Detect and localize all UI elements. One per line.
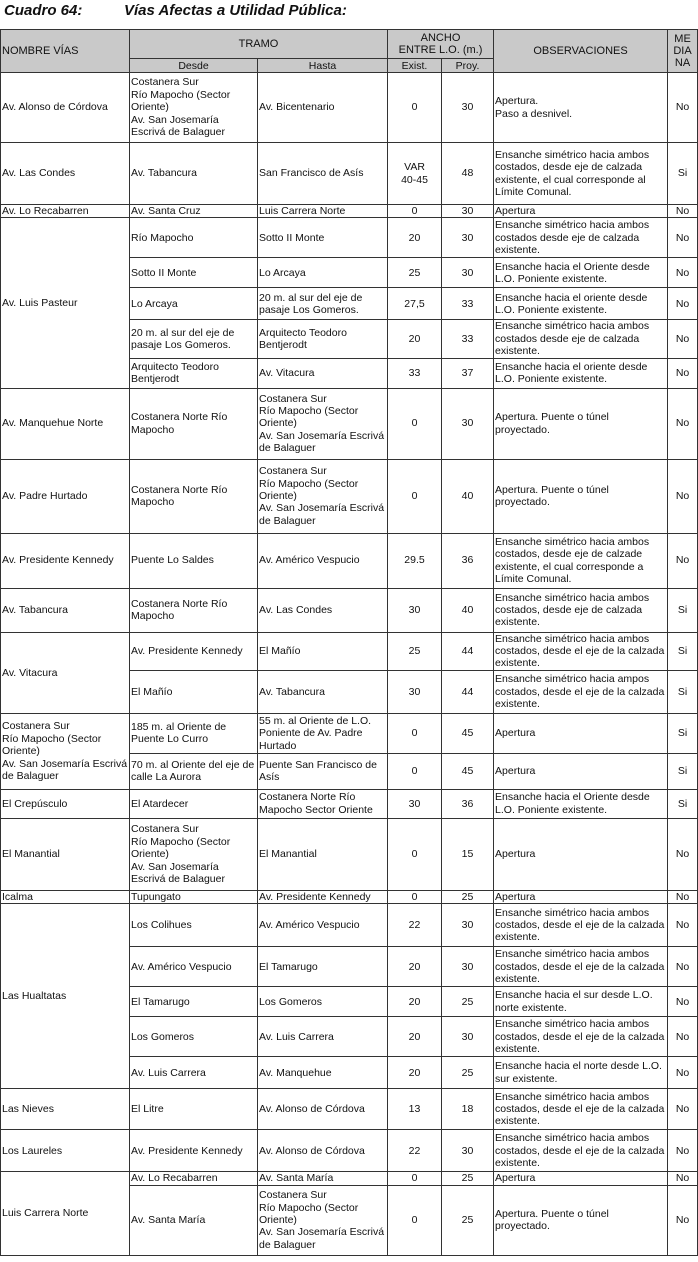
cell-hasta: Av. Vitacura (258, 358, 388, 388)
cell-desde: Av. Américo Vespucio (130, 947, 258, 987)
cell-desde: El Atardecer (130, 789, 258, 818)
cell-mediana: No (668, 890, 698, 903)
cell-nombre-via: Av. Luis Pasteur (1, 218, 130, 388)
cell-mediana: Si (668, 143, 698, 205)
cell-nombre-via: Icalma (1, 890, 130, 903)
cell-proy: 30 (442, 388, 494, 459)
cell-desde: Av. Luis Carrera (130, 1057, 258, 1089)
cell-exist: 30 (388, 588, 442, 632)
cell-mediana: No (668, 218, 698, 258)
cell-hasta: Av. Presidente Kennedy (258, 890, 388, 903)
cell-exist: 20 (388, 320, 442, 358)
cell-mediana: No (668, 904, 698, 947)
cell-observaciones: Apertura (494, 1172, 668, 1185)
cell-desde: Puente Lo Saldes (130, 533, 258, 588)
cell-exist: 20 (388, 218, 442, 258)
cell-nombre-via: Av. Presidente Kennedy (1, 533, 130, 588)
cell-hasta: Puente San Francisco de Asís (258, 753, 388, 789)
cell-exist: 33 (388, 358, 442, 388)
cell-nombre-via: Los Laureles (1, 1130, 130, 1172)
cell-exist: 0 (388, 388, 442, 459)
cell-desde: Av. Santa María (130, 1185, 258, 1255)
header-exist: Exist. (388, 59, 442, 73)
table-row (1, 818, 698, 890)
cell-proy: 30 (442, 1017, 494, 1057)
cell-mediana: No (668, 1089, 698, 1130)
cell-desde: Costanera Sur Río Mapocho (Sector Oriente) Av. San Josemaría Escrivá de Balaguer (130, 73, 258, 143)
cell-nombre-via: Av. Padre Hurtado (1, 459, 130, 533)
cell-hasta: Av. Las Condes (258, 588, 388, 632)
cell-observaciones: Ensanche simétrico hacia ampos costados, desde el eje de la calzada existente. (494, 670, 668, 713)
page-title (4, 2, 347, 19)
cell-observaciones: Ensanche hacia el Oriente desde L.O. Poniente existente. (494, 258, 668, 288)
cell-exist: 0 (388, 1185, 442, 1255)
cell-mediana: No (668, 1130, 698, 1172)
cell-exist: VAR 40-45 (388, 143, 442, 205)
cell-hasta: San Francisco de Asís (258, 143, 388, 205)
cell-proy: 45 (442, 713, 494, 753)
table-row (1, 143, 698, 205)
cell-hasta: Av. Manquehue (258, 1057, 388, 1089)
cell-proy: 44 (442, 632, 494, 670)
cell-observaciones: Ensanche simétrico hacia ambos costados desde eje de calzada existente. (494, 320, 668, 358)
cell-hasta: Av. Luis Carrera (258, 1017, 388, 1057)
cell-proy: 30 (442, 73, 494, 143)
cell-desde: El Mañío (130, 670, 258, 713)
cell-desde: Costanera Norte Río Mapocho (130, 459, 258, 533)
cell-observaciones: Apertura. Puente o túnel proyectado. (494, 459, 668, 533)
cell-hasta: Costanera Norte Río Mapocho Sector Oriente (258, 789, 388, 818)
cell-hasta: 20 m. al sur del eje de pasaje Los Gomeros. (258, 288, 388, 320)
cell-desde: Arquitecto Teodoro Bentjerodt (130, 358, 258, 388)
cell-desde: Sotto II Monte (130, 258, 258, 288)
cell-proy: 25 (442, 1057, 494, 1089)
cell-mediana: No (668, 1185, 698, 1255)
cell-observaciones: Ensanche simétrico hacia ambos costados, desde el eje de la calzada existente. (494, 632, 668, 670)
cell-proy: 30 (442, 205, 494, 218)
cell-nombre-via: Av. Lo Recabarren (1, 205, 130, 218)
cell-observaciones: Ensanche simétrico hacia ambos costados, desde eje de calzada existente. (494, 588, 668, 632)
cell-observaciones: Ensanche hacia el Oriente desde L.O. Poniente existente. (494, 789, 668, 818)
cell-proy: 25 (442, 890, 494, 903)
cell-observaciones: Ensanche hacia el sur desde L.O. norte existente. (494, 987, 668, 1017)
cell-proy: 30 (442, 218, 494, 258)
cell-exist: 22 (388, 1130, 442, 1172)
cell-hasta: Los Gomeros (258, 987, 388, 1017)
cell-desde: Costanera Norte Río Mapocho (130, 588, 258, 632)
cell-nombre-via: Av. Las Condes (1, 143, 130, 205)
cell-observaciones: Apertura (494, 753, 668, 789)
cell-hasta: Av. Alonso de Córdova (258, 1130, 388, 1172)
cell-mediana: Si (668, 670, 698, 713)
cell-mediana: No (668, 1172, 698, 1185)
cell-nombre-via: El Crepúsculo (1, 789, 130, 818)
cell-mediana: No (668, 533, 698, 588)
header-ancho: ANCHO ENTRE L.O. (m.) (388, 30, 494, 59)
cell-proy: 33 (442, 288, 494, 320)
cell-exist: 25 (388, 632, 442, 670)
vias-table (0, 29, 698, 1256)
cell-proy: 30 (442, 258, 494, 288)
cell-hasta: Arquitecto Teodoro Bentjerodt (258, 320, 388, 358)
cell-hasta: Av. Alonso de Córdova (258, 1089, 388, 1130)
cell-exist: 0 (388, 818, 442, 890)
cell-desde: Av. Presidente Kennedy (130, 1130, 258, 1172)
cell-exist: 13 (388, 1089, 442, 1130)
cell-observaciones: Ensanche hacia el norte desde L.O. sur existente. (494, 1057, 668, 1089)
cell-desde: Lo Arcaya (130, 288, 258, 320)
table-row (1, 459, 698, 533)
cell-nombre-via: Las Nieves (1, 1089, 130, 1130)
cell-proy: 18 (442, 1089, 494, 1130)
cell-observaciones: Apertura. Puente o túnel proyectado. (494, 1185, 668, 1255)
cell-desde: Costanera Sur Río Mapocho (Sector Oriente) Av. San Josemaría Escrivá de Balaguer (130, 818, 258, 890)
table-row (1, 1172, 698, 1185)
cell-mediana: Si (668, 789, 698, 818)
cell-hasta: El Manantial (258, 818, 388, 890)
cell-proy: 25 (442, 1172, 494, 1185)
cell-exist: 22 (388, 904, 442, 947)
cell-exist: 27,5 (388, 288, 442, 320)
cell-proy: 40 (442, 588, 494, 632)
cell-mediana: No (668, 358, 698, 388)
cell-desde: Costanera Norte Río Mapocho (130, 388, 258, 459)
cell-observaciones: Ensanche simétrico hacia ambos costados, desde el eje de la calzada existente. (494, 904, 668, 947)
cell-nombre-via: Av. Tabancura (1, 588, 130, 632)
cell-observaciones: Ensanche simétrico hacia ambos costados, desde eje de calzade existente, el cual corresponde a Límite Comunal. (494, 533, 668, 588)
header-observaciones: OBSERVACIONES (494, 30, 668, 73)
cell-observaciones: Ensanche hacia el oriente desde L.O. Poniente existente. (494, 358, 668, 388)
cell-mediana: No (668, 987, 698, 1017)
table-body (1, 73, 698, 1256)
cell-observaciones: Ensanche simétrico hacia ambos costados, desde el eje de la calzada existente. (494, 1017, 668, 1057)
cell-proy: 30 (442, 947, 494, 987)
cell-exist: 0 (388, 1172, 442, 1185)
cell-proy: 36 (442, 533, 494, 588)
table-row (1, 632, 698, 670)
cell-hasta: Av. Américo Vespucio (258, 533, 388, 588)
title-number: Cuadro 64: (4, 2, 83, 19)
cell-proy: 44 (442, 670, 494, 713)
cell-nombre-via: Av. Manquehue Norte (1, 388, 130, 459)
cell-mediana: Si (668, 588, 698, 632)
cell-proy: 48 (442, 143, 494, 205)
cell-hasta: Luis Carrera Norte (258, 205, 388, 218)
cell-proy: 15 (442, 818, 494, 890)
table-row (1, 890, 698, 903)
cell-nombre-via: Las Hualtatas (1, 904, 130, 1089)
cell-desde: Av. Lo Recabarren (130, 1172, 258, 1185)
cell-desde: Av. Tabancura (130, 143, 258, 205)
cell-desde: 20 m. al sur del eje de pasaje Los Gomeros. (130, 320, 258, 358)
cell-mediana: No (668, 1017, 698, 1057)
cell-exist: 0 (388, 73, 442, 143)
cell-mediana: Si (668, 713, 698, 753)
cell-proy: 30 (442, 904, 494, 947)
cell-observaciones: Apertura (494, 818, 668, 890)
cell-exist: 0 (388, 205, 442, 218)
cell-mediana: No (668, 388, 698, 459)
cell-hasta: Costanera Sur Río Mapocho (Sector Oriente) Av. San Josemaría Escrivá de Balaguer (258, 459, 388, 533)
cell-exist: 0 (388, 459, 442, 533)
cell-proy: 37 (442, 358, 494, 388)
cell-mediana: No (668, 1057, 698, 1089)
header-tramo: TRAMO (130, 30, 388, 59)
cell-mediana: No (668, 288, 698, 320)
cell-mediana: No (668, 258, 698, 288)
cell-nombre-via: Av. Vitacura (1, 632, 130, 713)
cell-hasta: Costanera Sur Río Mapocho (Sector Oriente) Av. San Josemaría Escrivá de Balaguer (258, 1185, 388, 1255)
cell-exist: 0 (388, 753, 442, 789)
table-row (1, 205, 698, 218)
cell-hasta: Av. Bicentenario (258, 73, 388, 143)
cell-mediana: No (668, 205, 698, 218)
header-desde: Desde (130, 59, 258, 73)
cell-hasta: Sotto II Monte (258, 218, 388, 258)
cell-observaciones: Ensanche hacia el oriente desde L.O. Poniente existente. (494, 288, 668, 320)
cell-observaciones: Ensanche simétrico hacia ambos costados, desde el eje de la calzada existente. (494, 1089, 668, 1130)
cell-mediana: No (668, 320, 698, 358)
cell-exist: 25 (388, 258, 442, 288)
cell-observaciones: Apertura (494, 205, 668, 218)
cell-proy: 36 (442, 789, 494, 818)
table-row (1, 588, 698, 632)
cell-mediana: Si (668, 753, 698, 789)
cell-exist: 20 (388, 1057, 442, 1089)
cell-desde: Tupungato (130, 890, 258, 903)
cell-exist: 30 (388, 789, 442, 818)
cell-hasta: Av. Santa María (258, 1172, 388, 1185)
cell-observaciones: Ensanche simétrico hacia ambos costados desde eje de calzada existente. (494, 218, 668, 258)
cell-nombre-via: El Manantial (1, 818, 130, 890)
table-row (1, 1130, 698, 1172)
cell-hasta: El Mañío (258, 632, 388, 670)
cell-mediana: No (668, 818, 698, 890)
table-row (1, 789, 698, 818)
cell-exist: 29.5 (388, 533, 442, 588)
cell-nombre-via: Luis Carrera Norte (1, 1172, 130, 1255)
cell-hasta: El Tamarugo (258, 947, 388, 987)
cell-desde: El Litre (130, 1089, 258, 1130)
cell-proy: 45 (442, 753, 494, 789)
cell-exist: 20 (388, 1017, 442, 1057)
cell-proy: 40 (442, 459, 494, 533)
cell-desde: Los Colihues (130, 904, 258, 947)
table-row (1, 218, 698, 258)
cell-mediana: No (668, 947, 698, 987)
cell-proy: 33 (442, 320, 494, 358)
header-hasta: Hasta (258, 59, 388, 73)
cell-hasta: Costanera Sur Río Mapocho (Sector Oriente) Av. San Josemaría Escrivá de Balaguer (258, 388, 388, 459)
cell-exist: 20 (388, 947, 442, 987)
cell-nombre-via: Av. Alonso de Córdova (1, 73, 130, 143)
cell-observaciones: Apertura (494, 890, 668, 903)
header-proy: Proy. (442, 59, 494, 73)
cell-observaciones: Apertura. Puente o túnel proyectado. (494, 388, 668, 459)
cell-exist: 0 (388, 890, 442, 903)
header-nombre-vias: NOMBRE VÍAS (1, 30, 130, 73)
table-row (1, 1089, 698, 1130)
cell-proy: 25 (442, 987, 494, 1017)
cell-exist: 0 (388, 713, 442, 753)
table-row (1, 904, 698, 947)
cell-hasta: 55 m. al Oriente de L.O. Poniente de Av. Padre Hurtado (258, 713, 388, 753)
cell-desde: Río Mapocho (130, 218, 258, 258)
cell-hasta: Av. Tabancura (258, 670, 388, 713)
cell-desde: El Tamarugo (130, 987, 258, 1017)
table-row (1, 533, 698, 588)
table-row (1, 388, 698, 459)
cell-observaciones: Apertura (494, 713, 668, 753)
cell-hasta: Lo Arcaya (258, 258, 388, 288)
cell-observaciones: Apertura. Paso a desnivel. (494, 73, 668, 143)
cell-desde: Los Gomeros (130, 1017, 258, 1057)
cell-observaciones: Ensanche simétrico hacia ambos costados, desde el eje de la calzada existente. (494, 947, 668, 987)
cell-proy: 25 (442, 1185, 494, 1255)
cell-mediana: No (668, 459, 698, 533)
cell-desde: Av. Santa Cruz (130, 205, 258, 218)
cell-observaciones: Ensanche simétrico hacia ambos costados, desde eje de calzada existente, el cual corresponde al Límite Comunal. (494, 143, 668, 205)
cell-exist: 30 (388, 670, 442, 713)
cell-hasta: Av. Américo Vespucio (258, 904, 388, 947)
title-text: Vías Afectas a Utilidad Pública: (124, 2, 347, 19)
cell-proy: 30 (442, 1130, 494, 1172)
table-row (1, 713, 698, 753)
cell-desde: Av. Presidente Kennedy (130, 632, 258, 670)
cell-observaciones: Ensanche simétrico hacia ambos costados, desde el eje de la calzada existente. (494, 1130, 668, 1172)
cell-mediana: Si (668, 632, 698, 670)
cell-desde: 185 m. al Oriente de Puente Lo Curro (130, 713, 258, 753)
cell-exist: 20 (388, 987, 442, 1017)
cell-desde: 70 m. al Oriente del eje de calle La Aurora (130, 753, 258, 789)
table-row (1, 73, 698, 143)
cell-mediana: No (668, 73, 698, 143)
header-mediana: ME DIA NA (668, 30, 698, 73)
cell-nombre-via: Costanera Sur Río Mapocho (Sector Oriente) Av. San Josemaría Escrivá de Balaguer (1, 713, 130, 789)
